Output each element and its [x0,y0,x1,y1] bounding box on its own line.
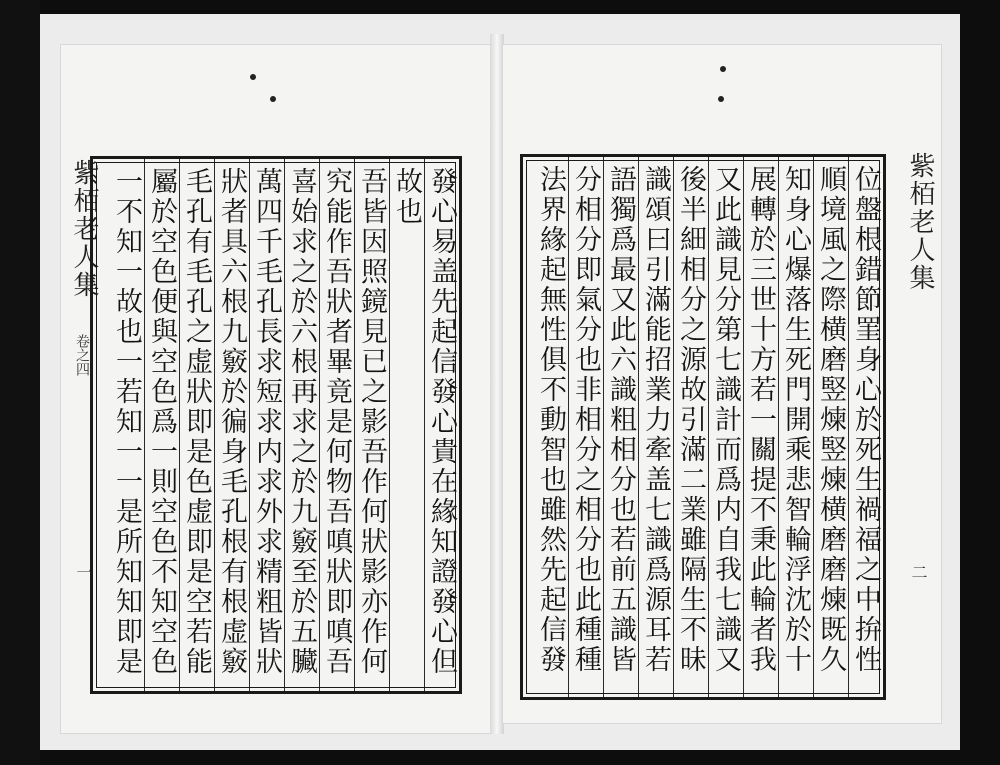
text-column: 位盤根錯節罣身心於死生禍福之中拚性 [848,157,883,697]
text-column: 毛孔有毛孔之虚狀即是色虚即是空若能 [179,159,214,691]
text-column: 展轉於三世十方若一關提不秉此輪者我 [743,157,778,697]
ink-spot [720,66,726,72]
text-column: 順境風之際横磨竪煉竪煉横磨磨煉既久 [813,157,848,697]
book-spread [40,14,960,750]
text-column: 後半細相分之源故引滿二業雖隔生不昧 [673,157,708,697]
right-text-frame [520,154,886,700]
text-column: 屬於空色便與空色爲一則空色不知空色 [144,159,179,691]
right-side-title: 紫栢老人集 [905,152,935,292]
left-text-frame [90,156,462,694]
right-page [502,44,942,724]
ink-spot [270,96,276,102]
text-column: 萬四千毛孔長求短求内求外求精粗皆狀 [249,159,284,691]
text-column: 知身心爆落生死門開乘悲智輪浮沈於十 [778,157,813,697]
ink-spot [718,96,724,102]
left-side-volume: 卷之四 [74,334,90,376]
text-column: 喜始求之於六根再求之於九竅至於五臟 [284,159,319,691]
ink-spot [250,74,256,80]
text-column: 識頌曰引滿能招業力牽盖七識爲源耳若 [638,157,673,697]
right-side-folio: 二 [909,564,928,580]
text-column: 吾皆因照鏡見已之影吾作何狀影亦作何 [354,159,389,691]
text-column: 究能作吾狀者畢竟是何物吾嗔狀即嗔吾 [319,159,354,691]
text-column: 又此識見分第七識計而爲内自我七識又 [708,157,743,697]
text-column: 語獨爲最又此六識粗相分也若前五識皆 [603,157,638,697]
text-column: 發心易盖先起信發心貴在緣知證發心但 [424,159,459,691]
left-side-title: 紫栢老人集 [69,159,99,299]
text-column: 故也 [389,159,424,691]
text-column: 法界緣起無性俱不動智也雖然先起信發 [535,165,566,675]
scan-border [0,0,40,765]
text-column: 分相分即氣分也非相分之相分也此種種 [568,157,603,697]
text-column: 一不知一故也一若知一一是所知知即是 [111,167,142,677]
left-side-folio: 一 [74,564,93,580]
text-column: 狀者具六根九竅於徧身毛孔根有根虚竅 [214,159,249,691]
left-page [60,44,500,734]
